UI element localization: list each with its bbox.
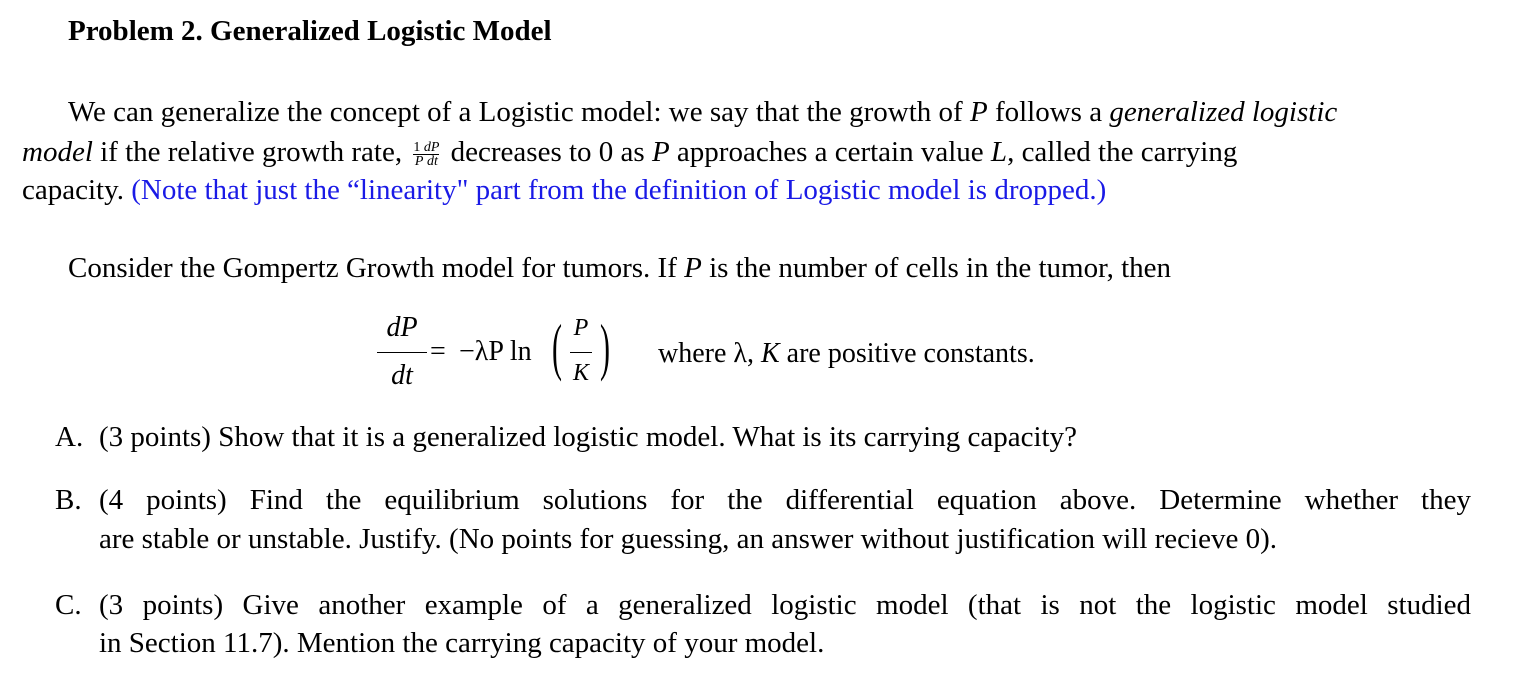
part-c-letter: C. bbox=[55, 589, 82, 621]
part-c-text-line-1: (3 points) Give another example of a generalized logistic model (that is not the logistic model studied bbox=[99, 589, 1471, 621]
lhs-denominator: dt bbox=[391, 360, 413, 391]
part-b-text-line-1: (4 points) Find the equilibrium solutions for the differential equation above. Determine whether they bbox=[99, 484, 1471, 516]
consider-text: Consider the Gompertz Growth model for tumors. If P is the number of cells in the tumor, then bbox=[68, 252, 1172, 284]
intro-line-2: model if the relative growth rate, 1 dP P dt decreases to 0 as P approaches a certain value L, called the carrying bbox=[22, 136, 1238, 169]
lhs-numerator: dP bbox=[386, 312, 418, 343]
inner-numerator: P bbox=[573, 315, 589, 341]
equation-condition: where λ, K are positive constants. bbox=[658, 338, 1035, 369]
part-b-letter: B. bbox=[55, 484, 82, 516]
left-paren: ( bbox=[552, 313, 562, 383]
equals-sign: = bbox=[430, 336, 446, 367]
part-a-text: (3 points) Show that it is a generalized logistic model. What is its carrying capacity? bbox=[99, 421, 1077, 453]
right-paren: ) bbox=[600, 313, 610, 383]
inner-denominator: K bbox=[572, 360, 589, 386]
intro-line-1: We can generalize the concept of a Logistic model: we say that the growth of P follows a generalized logistic bbox=[68, 96, 1338, 128]
inner-fraction-bar bbox=[570, 352, 592, 353]
part-c-text-line-2: in Section 11.7). Mention the carrying capacity of your model. bbox=[99, 627, 825, 659]
rhs-prefix: −λP ln bbox=[459, 336, 532, 367]
lhs-fraction-bar bbox=[377, 352, 427, 353]
note-text: (Note that just the “linearity" part from the definition of Logistic model is dropped.) bbox=[131, 174, 1107, 206]
problem-title: Problem 2. Generalized Logistic Model bbox=[68, 15, 552, 47]
part-a-letter: A. bbox=[55, 421, 84, 453]
relative-growth-fraction: 1 dP P dt bbox=[413, 139, 440, 169]
part-b-text-line-2: are stable or unstable. Justify. (No points for guessing, an answer without justification will recieve 0). bbox=[99, 523, 1277, 555]
intro-line-3: capacity. (Note that just the “linearity" part from the definition of Logistic model is dropped.) bbox=[22, 174, 1107, 206]
